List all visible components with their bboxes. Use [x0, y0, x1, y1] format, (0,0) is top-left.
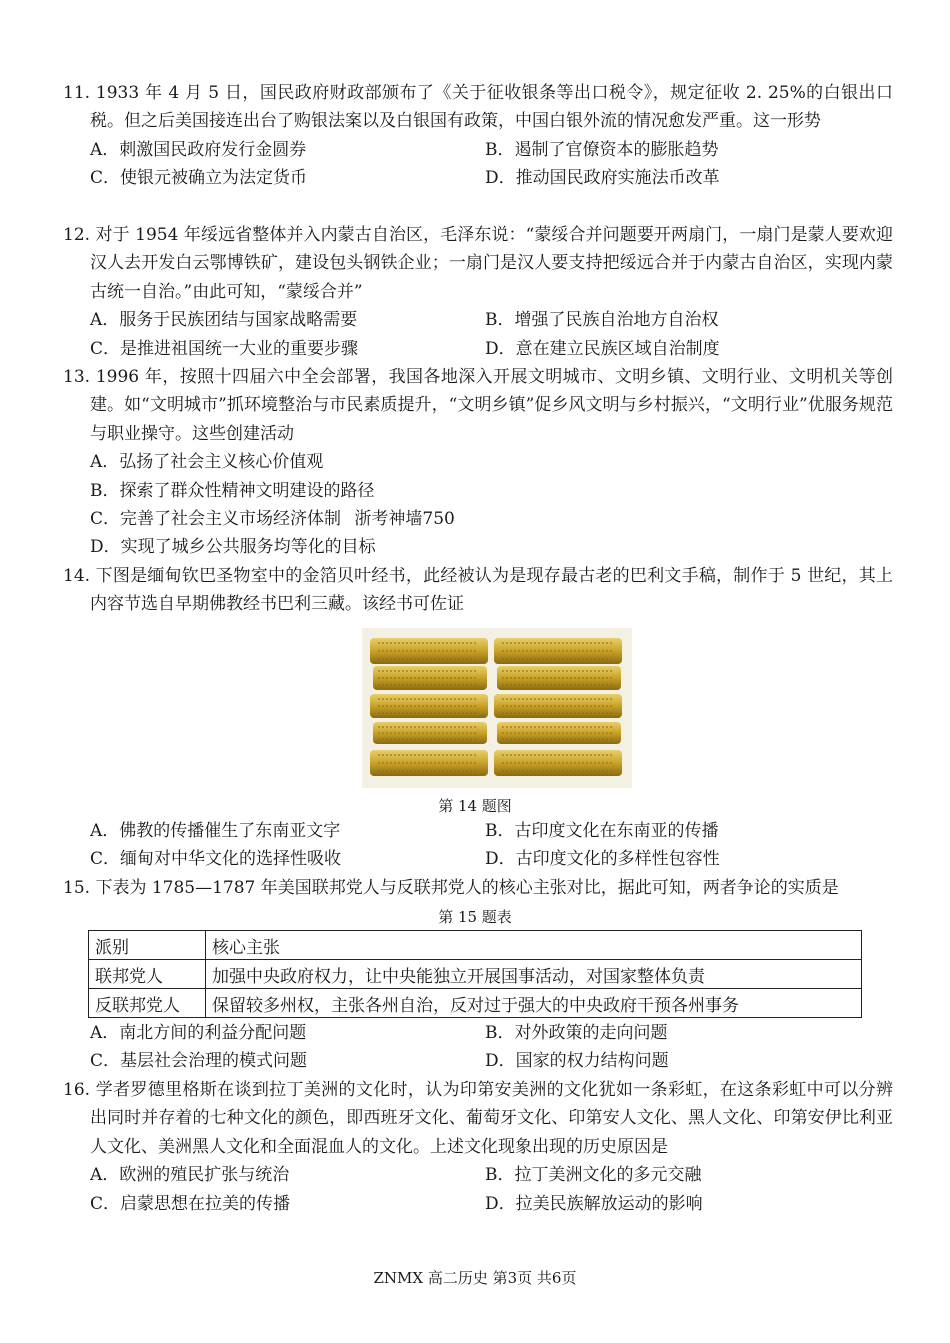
- q15-option-a[interactable]: A．南北方间的利益分配问题: [90, 1023, 307, 1043]
- table-cell-anti-federalists: 反联邦党人: [89, 989, 206, 1018]
- table-header-claim: 核心主张: [206, 931, 862, 960]
- q14-option-b[interactable]: B．古印度文化在东南亚的传播: [485, 821, 719, 841]
- q13-option-c[interactable]: C．完善了社会主义市场经济体制: [90, 509, 342, 530]
- q13-option-d[interactable]: D．实现了城乡公共服务均等化的目标: [90, 537, 376, 558]
- q13-option-c-row: [90, 505, 893, 533]
- q13-option-b[interactable]: B．探索了群众性精神文明建设的路径: [90, 480, 375, 501]
- q12-option-a[interactable]: A．服务于民族团结与国家战略需要: [90, 310, 358, 331]
- table-header-row: [89, 931, 862, 960]
- q16-option-b[interactable]: B．拉丁美洲文化的多元交融: [485, 1165, 702, 1186]
- question-11: [63, 79, 893, 193]
- figure-14-caption: 第 14 题图: [438, 797, 512, 815]
- q13-option-a[interactable]: A．弘扬了社会主义核心价值观: [90, 452, 324, 473]
- q12-option-c[interactable]: C．是推进祖国统一大业的重要步骤: [90, 338, 359, 359]
- question-12: [63, 221, 893, 363]
- table-cell-federalists: 联邦党人: [89, 960, 206, 989]
- q11-option-b[interactable]: B．遏制了官僚资本的膨胀趋势: [485, 139, 719, 160]
- question-14: [63, 562, 893, 619]
- question-13-stem: 13. 1996 年，按照十四届六中全会部署，我国各地深入开展文明城市、文明乡镇、文明行业、文明机关等创建。如“文明城市”抓环境整治与市民素质提升，“文明乡镇”促乡风文明与乡村振兴，“文明行业”优服务规范与职业操守。这些创建活动: [63, 367, 893, 444]
- q14-option-c[interactable]: C．缅甸对中华文化的选择性吸收: [90, 849, 342, 870]
- question-15: [63, 874, 893, 902]
- table-row: [89, 989, 862, 1018]
- q15-option-c[interactable]: C．基层社会治理的模式问题: [90, 1051, 308, 1072]
- gold-plates-image: [362, 628, 632, 788]
- question-15-stem: 15. 下表为 1785—1787 年美国联邦党人与反联邦党人的核心主张对比，据此可知，两者争论的实质是: [63, 878, 839, 898]
- question-14-stem: 14. 下图是缅甸钦巴圣物室中的金箔贝叶经书，此经被认为是现存最古老的巴利文手稿，制作于 5 世纪，其上内容节选自早期佛教经书巴利三藏。该经书可佐证: [63, 566, 893, 615]
- question-14-options: [63, 817, 893, 874]
- q14-option-d[interactable]: D．古印度文化的多样性包容性: [485, 849, 720, 870]
- table-15-caption: 第 15 题表: [438, 908, 512, 926]
- q12-option-d[interactable]: D．意在建立民族区域自治制度: [485, 338, 720, 359]
- q11-option-c[interactable]: C．使银元被确立为法定货币: [90, 168, 308, 189]
- question-13: [63, 363, 893, 562]
- table-cell-anti-federalists-claim: 保留较多州权，主张各州自治，反对过于强大的中央政府干预各州事务: [206, 989, 862, 1018]
- page-footer: ZNMX 高二历史 第3页 共6页: [373, 1269, 577, 1287]
- question-16-stem: 16. 学者罗德里格斯在谈到拉丁美洲的文化时，认为印第安美洲的文化犹如一条彩虹，在这条彩虹中可以分辨出同时并存着的七种文化的颜色，即西班牙文化、葡萄牙文化、印第安人文化、黑人文化、印第安伊比利亚人文化、美洲黑人文化和全面混血人的文化。上述文化现象出现的历史原因是: [63, 1080, 893, 1157]
- question-15-options: [63, 1019, 893, 1076]
- watermark-text: 浙考神墙750: [354, 509, 455, 530]
- table-row: [89, 960, 862, 989]
- q16-option-a[interactable]: A．欧洲的殖民扩张与统治: [90, 1165, 290, 1186]
- q11-option-d[interactable]: D．推动国民政府实施法币改革: [485, 168, 720, 189]
- q14-option-a[interactable]: A．佛教的传播催生了东南亚文字: [90, 821, 341, 841]
- q12-option-b[interactable]: B．增强了民族自治地方自治权: [485, 310, 719, 331]
- question-12-stem: 12. 对于 1954 年绥远省整体并入内蒙古自治区，毛泽东说：“蒙绥合并问题要开两扇门，一扇门是蒙人要欢迎汉人去开发白云鄂博铁矿，建设包头钢铁企业；一扇门是汉人要支持把绥远合并于内蒙古自治区，实现内蒙古统一自治。”由此可知，“蒙绥合并”: [63, 225, 893, 302]
- gold-leaf-manuscript-figure: [362, 628, 632, 788]
- q16-option-d[interactable]: D．拉美民族解放运动的影响: [485, 1193, 703, 1214]
- q16-option-c[interactable]: C．启蒙思想在拉美的传播: [90, 1193, 291, 1214]
- q11-option-a[interactable]: A．刺激国民政府发行金圆券: [90, 139, 307, 160]
- q15-option-d[interactable]: D．国家的权力结构问题: [485, 1051, 669, 1072]
- table-15: [88, 930, 862, 1018]
- question-11-stem: 11. 1933 年 4 月 5 日，国民政府财政部颁布了《关于征收银条等出口税令》，规定征收 2. 25%的白银出口税。但之后美国接连出台了购银法案以及白银国有政策，中国白银外流的情况愈发严重。这一形势: [63, 83, 893, 132]
- table-header-faction: 派别: [89, 931, 206, 960]
- table-cell-federalists-claim: 加强中央政府权力，让中央能独立开展国事活动，对国家整体负责: [206, 960, 862, 989]
- question-16: [63, 1076, 893, 1218]
- q15-option-b[interactable]: B．对外政策的走向问题: [485, 1023, 668, 1043]
